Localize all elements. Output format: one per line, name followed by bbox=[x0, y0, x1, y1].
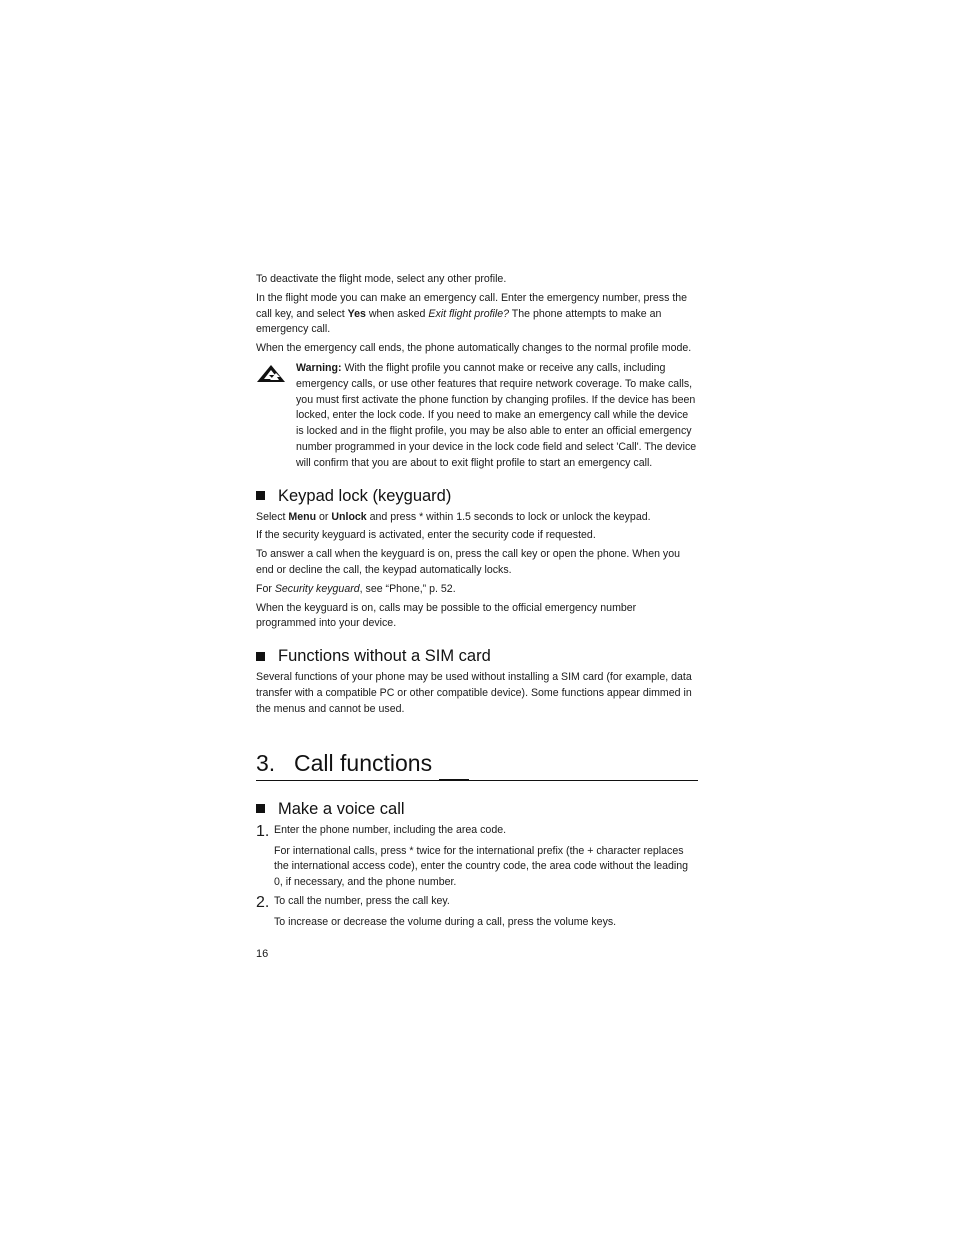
warning-text: Warning: With the flight profile you cannot make or receive any calls, including emergency calls, or use other features that require network coverage. To make calls, you must first activate the phone function by changing profiles. If the device has been locked, enter the lock code. If you need to make an emergency call while the device is locked and in the flight profile, you may be also able to enter an official emergency number programmed in your device in the lock code field and select 'Call'. The device will confirm that you are about to exit flight profile to start an emergency call. bbox=[296, 361, 697, 469]
bullet-square-icon bbox=[256, 491, 265, 500]
yes-option: Yes bbox=[347, 307, 366, 320]
exit-flight-prompt: Exit flight profile? bbox=[428, 307, 510, 320]
voice-call-steps bbox=[256, 823, 698, 931]
warning-label: Warning: bbox=[296, 361, 342, 374]
section-heading-no-sim: Functions without a SIM card bbox=[256, 646, 698, 666]
keypad-paragraph-4: For Security keyguard, see “Phone,” p. 52. bbox=[256, 582, 456, 595]
intro-paragraph-3: When the emergency call ends, the phone automatically changes to the normal profile mode. bbox=[256, 342, 692, 355]
bullet-square-icon bbox=[256, 804, 265, 813]
page-number: 16 bbox=[256, 948, 269, 960]
list-item: 1. Enter the phone number, including the area code. For international calls, press * twice for the international prefix (the + character replaces the international access code), enter the country code, the area code without the leading 0, if necessary, and the phone number. bbox=[256, 823, 698, 891]
list-item-note: For international calls, press * twice for the international prefix (the + character replaces the international access code), enter the country code, the area code without the leading 0, if necessary, and the phone number. bbox=[274, 844, 689, 889]
chapter-rule bbox=[256, 780, 698, 781]
chapter-number: 3. bbox=[256, 749, 276, 776]
chapter-title: Call functions bbox=[294, 749, 433, 776]
no-sim-paragraph: Several functions of your phone may be used without installing a SIM card (for example, data transfer with a compatible PC or other compatible device). Some functions appear dimmed in the menus and cannot be used. bbox=[256, 671, 692, 715]
page-content bbox=[256, 272, 698, 931]
section-heading-keypad-lock: Keypad lock (keyguard) bbox=[256, 486, 698, 506]
intro-paragraph-2: In the flight mode you can make an emergency call. Enter the emergency number, press the call key, and select Yes when asked Exit flight profile? The phone attempts to make an emergency call. bbox=[256, 291, 688, 336]
keypad-paragraph-2: If the security keyguard is activated, enter the security code if requested. bbox=[256, 529, 596, 542]
keypad-paragraph-3: To answer a call when the keyguard is on, press the call key or open the phone. When you end or decline the call, the keypad automatically locks. bbox=[256, 548, 680, 576]
list-item-note: To increase or decrease the volume during a call, press the volume keys. bbox=[274, 915, 617, 928]
section-heading-voice-call: Make a voice call bbox=[256, 799, 698, 819]
warning-icon bbox=[256, 361, 296, 472]
chapter-heading bbox=[256, 748, 698, 781]
warning-block bbox=[256, 361, 698, 472]
list-item: 2. To call the number, press the call key. To increase or decrease the volume during a call, press the volume keys. bbox=[256, 894, 698, 931]
keypad-paragraph-5: When the keyguard is on, calls may be possible to the official emergency number programmed into your device. bbox=[256, 601, 637, 630]
intro-paragraph-1: To deactivate the flight mode, select any other profile. bbox=[256, 273, 507, 285]
bullet-square-icon bbox=[256, 652, 265, 661]
keypad-paragraph-1: Select Menu or Unlock and press * within 1.5 seconds to lock or unlock the keypad. bbox=[256, 510, 651, 523]
